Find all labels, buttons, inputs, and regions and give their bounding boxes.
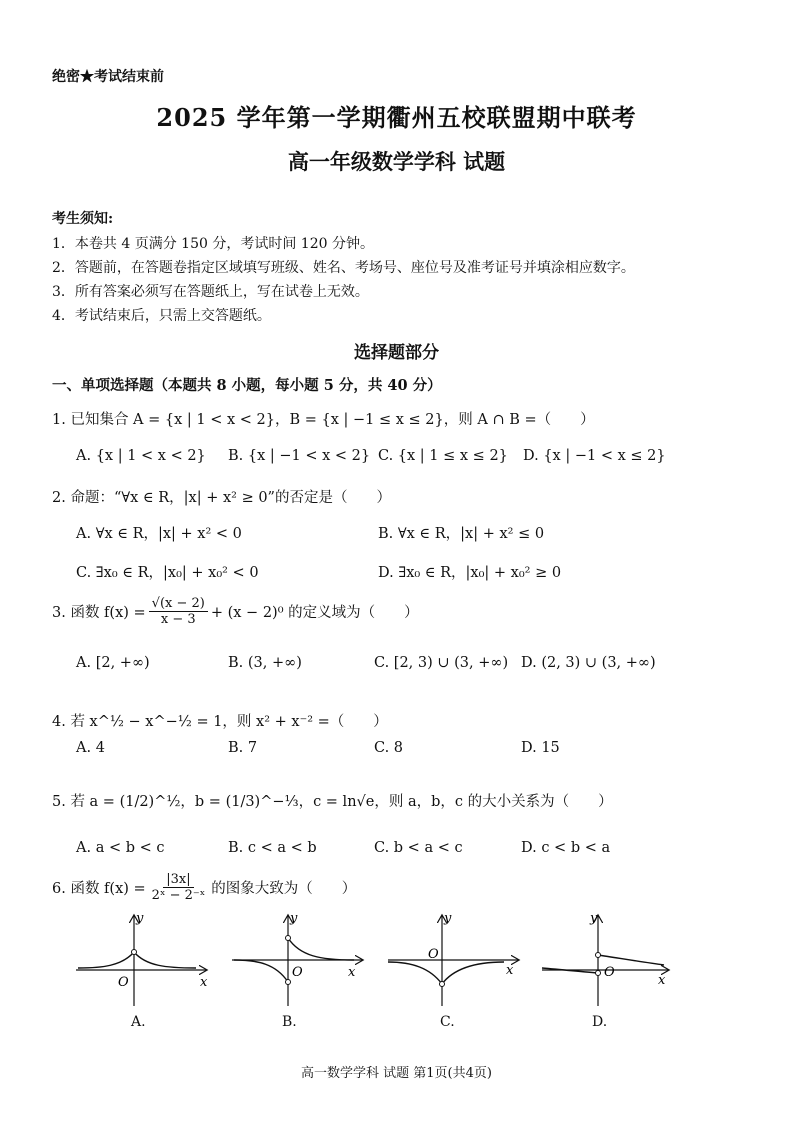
y-label: y bbox=[444, 911, 452, 926]
question-3-numerator: √(x − 2) bbox=[149, 596, 208, 612]
question-3-option-a: A. [2, +∞) bbox=[76, 655, 150, 671]
question-3-denominator: x − 3 bbox=[160, 612, 196, 627]
x-label: x bbox=[506, 963, 514, 978]
question-3-option-c: C. [2, 3) ∪ (3, +∞) bbox=[374, 655, 509, 671]
graph-c-label: C. bbox=[440, 1014, 455, 1030]
notice-heading: 考生须知: bbox=[52, 211, 114, 227]
secret-label: 绝密★考试结束前 bbox=[52, 69, 164, 85]
question-3-stem bbox=[52, 596, 419, 627]
curve-left bbox=[388, 962, 442, 984]
graph-option-b bbox=[228, 910, 368, 1010]
open-point-top bbox=[596, 953, 601, 958]
notice-item: 2．答题前，在答题卷指定区域填写班级、姓名、考场号、座位号及准考证号并填涂相应数字。 bbox=[52, 260, 635, 276]
question-6-stem-prefix: 6. 函数 f(x) = bbox=[52, 881, 146, 897]
section-title: 选择题部分 bbox=[354, 343, 439, 363]
question-1-option-c: C. {x | 1 ≤ x ≤ 2} bbox=[378, 448, 508, 464]
exam-subtitle: 高一年级数学学科 试题 bbox=[287, 149, 506, 174]
part-heading: 一、单项选择题（本题共 8 小题，每小题 5 分，共 40 分） bbox=[52, 377, 442, 394]
exam-title: 2025 学年第一学期衢州五校联盟期中联考 bbox=[156, 103, 637, 132]
graph-d-label: D. bbox=[592, 1014, 608, 1030]
origin-label: O bbox=[118, 975, 129, 990]
question-6-stem bbox=[52, 872, 356, 903]
question-3-fraction bbox=[149, 596, 208, 627]
question-1-option-d: D. {x | −1 < x ≤ 2} bbox=[523, 448, 666, 464]
question-3-option-b: B. (3, +∞) bbox=[228, 655, 302, 671]
x-label: x bbox=[348, 965, 356, 980]
question-1-option-b: B. {x | −1 < x < 2} bbox=[228, 448, 371, 464]
question-6-numerator: |3x| bbox=[163, 872, 193, 888]
notice-item: 1．本卷共 4 页满分 150 分，考试时间 120 分钟。 bbox=[52, 236, 374, 252]
question-4-option-b: B. 7 bbox=[228, 740, 258, 756]
open-point-bottom bbox=[596, 971, 601, 976]
question-1-stem: 1. 已知集合 A = {x | 1 < x < 2}，B = {x | −1 ≤ x ≤ 2}，则 A ∩ B =（ ） bbox=[52, 412, 595, 428]
open-point-bottom bbox=[286, 980, 291, 985]
graph-option-c bbox=[384, 910, 524, 1010]
origin-label: O bbox=[292, 965, 303, 980]
question-6-fraction bbox=[149, 872, 209, 903]
question-4-option-d: D. 15 bbox=[521, 740, 560, 756]
graph-option-d bbox=[538, 910, 678, 1010]
y-label: y bbox=[590, 911, 598, 926]
question-3-stem-prefix: 3. 函数 f(x) = bbox=[52, 605, 146, 621]
open-point-top bbox=[286, 936, 291, 941]
question-6-stem-suffix: 的图象大致为（ ） bbox=[211, 881, 357, 897]
y-label: y bbox=[290, 911, 298, 926]
question-4-option-a: A. 4 bbox=[76, 740, 105, 756]
question-6-denominator: 2ˣ − 2⁻ˣ bbox=[151, 888, 206, 903]
question-4-stem: 4. 若 x^½ − x^−½ = 1，则 x² + x⁻² =（ ） bbox=[52, 714, 388, 730]
curve-right bbox=[134, 952, 196, 968]
x-label: x bbox=[200, 975, 208, 990]
open-point bbox=[440, 982, 445, 987]
origin-label: O bbox=[604, 965, 615, 980]
question-5-option-a: A. a < b < c bbox=[76, 840, 165, 856]
x-label: x bbox=[658, 973, 666, 988]
question-2-option-d: D. ∃x₀ ∈ R，|x₀| + x₀² ≥ 0 bbox=[378, 565, 562, 581]
curve-right bbox=[288, 938, 354, 960]
question-3-stem-suffix: + (x − 2)⁰ 的定义域为（ ） bbox=[210, 605, 419, 621]
curve-right bbox=[442, 962, 504, 984]
question-2-option-b: B. ∀x ∈ R，|x| + x² ≤ 0 bbox=[378, 526, 545, 542]
question-2-option-a: A. ∀x ∈ R，|x| + x² < 0 bbox=[76, 526, 242, 542]
question-5-option-d: D. c < b < a bbox=[521, 840, 611, 856]
curve-left bbox=[234, 960, 288, 982]
question-5-stem: 5. 若 a = (1/2)^½，b = (1/3)^−⅓，c = ln√e，则 a，b，c 的大小关系为（ ） bbox=[52, 794, 613, 810]
notice-item: 4．考试结束后，只需上交答题纸。 bbox=[52, 308, 271, 324]
question-2-option-c: C. ∃x₀ ∈ R，|x₀| + x₀² < 0 bbox=[76, 565, 259, 581]
question-4-option-c: C. 8 bbox=[374, 740, 404, 756]
page-footer: 高一数学学科 试题 第1页(共4页) bbox=[301, 1066, 492, 1081]
open-point bbox=[132, 950, 137, 955]
curve-right bbox=[598, 955, 664, 965]
y-label: y bbox=[136, 911, 144, 926]
notice-item: 3．所有答案必须写在答题纸上，写在试卷上无效。 bbox=[52, 284, 369, 300]
graph-b-label: B. bbox=[282, 1014, 297, 1030]
question-5-option-c: C. b < a < c bbox=[374, 840, 463, 856]
question-5-option-b: B. c < a < b bbox=[228, 840, 317, 856]
question-2-stem: 2. 命题：“∀x ∈ R，|x| + x² ≥ 0”的否定是（ ） bbox=[52, 490, 391, 506]
curve-left bbox=[78, 952, 134, 968]
question-3-option-d: D. (2, 3) ∪ (3, +∞) bbox=[521, 655, 656, 671]
question-1-option-a: A. {x | 1 < x < 2} bbox=[76, 448, 206, 464]
graph-a-label: A. bbox=[131, 1014, 146, 1030]
origin-label: O bbox=[428, 947, 439, 962]
graph-option-a bbox=[72, 910, 212, 1010]
